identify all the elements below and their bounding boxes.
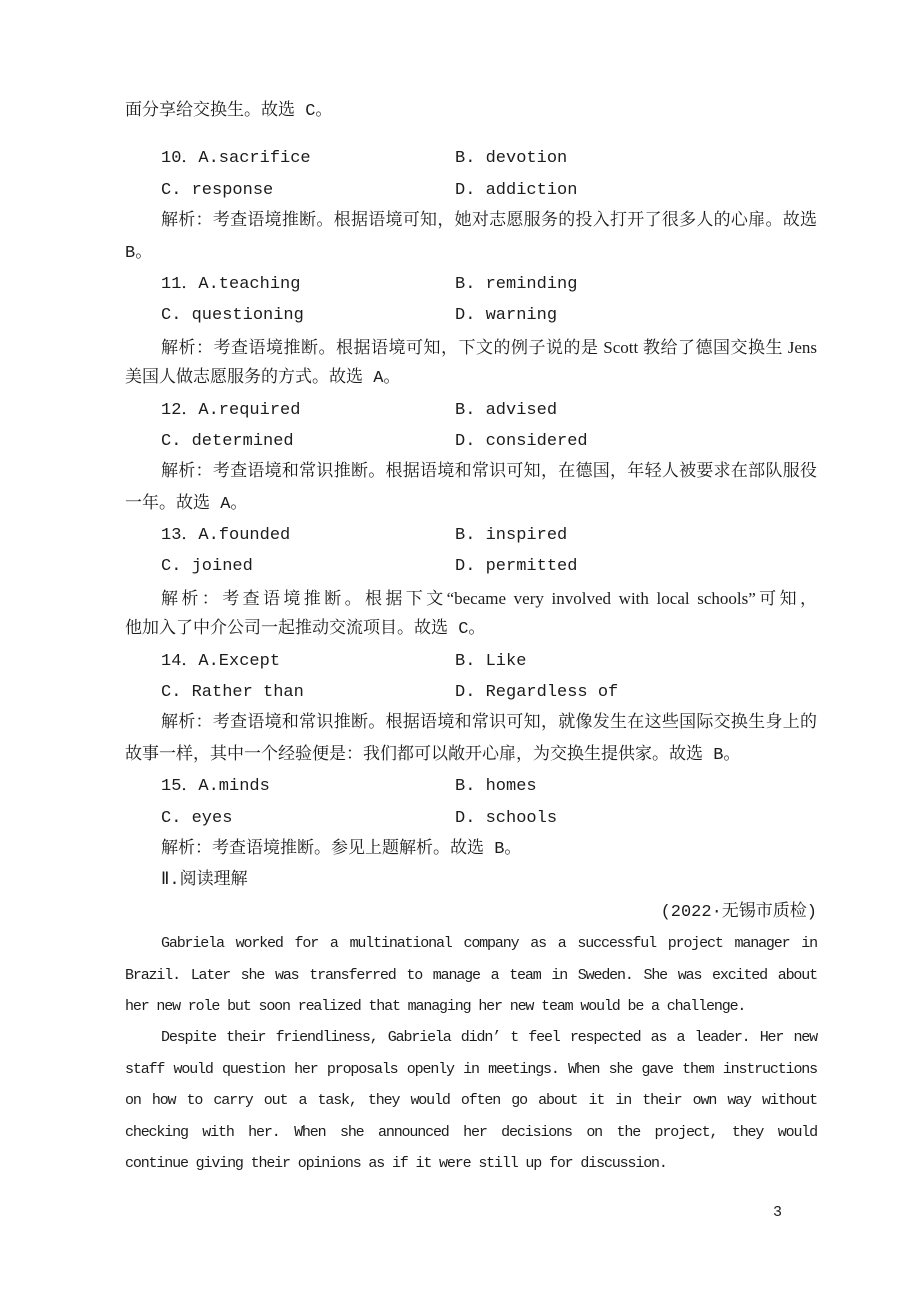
option-choice: B. inspired: [455, 526, 568, 546]
option-row: [125, 395, 817, 426]
passage-line: checking with her. When she announced her decisions on the project, they would: [125, 1123, 817, 1141]
explanation-line: 他加入了中介公司一起推动交流项目。故选 C。: [125, 620, 486, 640]
option-choice: C. response: [161, 180, 274, 200]
option-choice: B. homes: [455, 777, 537, 797]
passage-line: Brazil. Later she was transferred to manage a team in Sweden. She was excited about: [125, 966, 817, 984]
explanation-line: 解析：考查语境推断。根据语境可知，她对志愿服务的投入打开了很多人的心扉。故选: [161, 212, 817, 232]
option-choice: C. determined: [161, 431, 294, 451]
passage-line: on how to carry out a task, they would often go about it in their own way without: [125, 1092, 817, 1110]
explanation-line: 面分享给交换生。故选 C。: [125, 102, 333, 121]
explanation-line: 一年。故选 A。: [125, 494, 248, 514]
option-row: [125, 520, 817, 551]
option-choice: D. warning: [455, 306, 558, 326]
option-choice: B. Like: [455, 651, 527, 671]
passage-line: staff would question her proposals openly in meetings. When she gave them instructions: [125, 1060, 817, 1078]
option-choice: 13．A.founded: [161, 526, 291, 546]
option-choice: C. eyes: [161, 808, 233, 828]
option-row: [125, 551, 817, 582]
option-choice: D. addiction: [455, 180, 578, 200]
option-row: [125, 143, 817, 174]
option-choice: B. advised: [455, 400, 558, 420]
option-row: [125, 677, 817, 708]
option-row: [125, 175, 817, 206]
option-choice: 10．A.sacrifice: [161, 149, 311, 169]
explanation-line: 解析：考查语境和常识推断。根据语境和常识可知，就像发生在这些国际交换生身上的: [161, 714, 817, 734]
explanation-line: 美国人做志愿服务的方式。故选 A。: [125, 369, 401, 389]
option-choice: 15．A.minds: [161, 777, 270, 797]
passage-line: Despite their friendliness, Gabriela didn’ t feel respected as a leader. Her new: [161, 1029, 817, 1047]
section-heading: Ⅱ.阅读理解: [161, 871, 248, 891]
option-choice: C. questioning: [161, 306, 304, 326]
explanation-line: 解析：考查语境推断。根据下文“became very involved with local schools”可知，: [161, 588, 817, 608]
option-row: [125, 771, 817, 802]
option-choice: B. devotion: [455, 149, 568, 169]
page-number: 3: [773, 1204, 783, 1221]
option-row: [125, 300, 817, 331]
option-choice: D. schools: [455, 808, 558, 828]
document-body: [125, 96, 817, 1179]
explanation-line: 解析：考查语境推断。根据语境可知，下文的例子说的是 Scott 教给了德国交换生 Jens: [161, 337, 817, 357]
explanation-line: 解析：考查语境和常识推断。根据语境和常识可知，在德国，年轻人被要求在部队服役: [161, 463, 817, 483]
explanation-line: 解析：考查语境推断。参见上题解析。故选 B。: [161, 839, 522, 859]
option-choice: 14．A.Except: [161, 651, 281, 671]
option-choice: C. joined: [161, 557, 253, 577]
option-row: [125, 803, 817, 834]
explanation-line: 故事一样，其中一个经验便是：我们都可以敞开心扉，为交换生提供家。故选 B。: [125, 745, 741, 765]
passage-line: her new role but soon realized that managing her new team would be a challenge.: [125, 997, 746, 1015]
option-choice: D. permitted: [455, 557, 578, 577]
passage-line: Gabriela worked for a multinational company as a successful project manager in: [161, 935, 817, 953]
passage-line: continue giving their opinions as if it were still up for discussion.: [125, 1154, 667, 1172]
source-annotation: (2022·无锡市质检): [660, 902, 817, 922]
option-choice: C. Rather than: [161, 683, 304, 703]
option-choice: D. Regardless of: [455, 683, 619, 703]
option-choice: 12．A.required: [161, 400, 301, 420]
option-row: [125, 426, 817, 457]
option-choice: B. reminding: [455, 274, 578, 294]
explanation-line: B。: [125, 243, 153, 263]
option-row: [125, 646, 817, 677]
option-row: [125, 269, 817, 300]
option-choice: 11．A.teaching: [161, 274, 301, 294]
option-choice: D. considered: [455, 431, 588, 451]
